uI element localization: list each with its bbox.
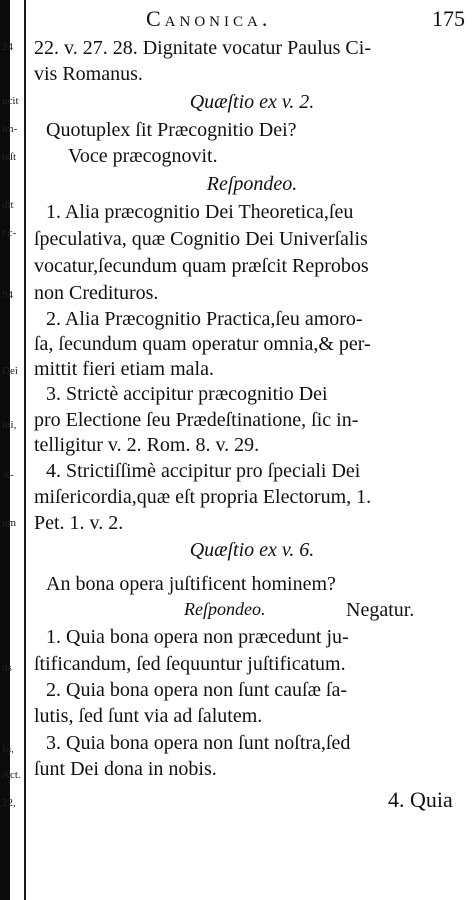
margin-fragment: t c-	[2, 227, 17, 239]
text-line: pro Electione ſeu Prædeſtinatione, ſic in-	[34, 409, 359, 431]
text-line: 2. Alia Præcognitio Practica,ſeu amoro-	[46, 308, 363, 330]
text-line: 1. Quia bona opera non præcedunt ju-	[46, 626, 349, 648]
text-line: 2. Quia bona opera non ſunt cauſæ ſa-	[46, 679, 348, 701]
margin-fragment: ds	[2, 662, 12, 674]
text-line: lutis, ſed ſunt via ad ſalutem.	[34, 705, 263, 727]
text-line: miſericordia,quæ eſt propria Electorum, 1.	[34, 486, 372, 508]
margin-fragment: 94	[2, 289, 13, 301]
text-line: ſa, ſecundum quam operatur omnia,& per-	[34, 333, 371, 355]
text-line: Voce præcognovit.	[68, 145, 218, 167]
margin-fragment: teſt	[2, 151, 17, 163]
text-line: 3. Quia bona opera non ſunt noſtra,ſed	[46, 732, 351, 754]
margin-fragment: Act.	[2, 769, 21, 781]
respondeo-heading: Reſpondeo.	[206, 173, 298, 195]
page-number: 175	[432, 6, 465, 31]
answer-text: Negatur.	[346, 599, 415, 621]
margin-fragments	[0, 0, 28, 900]
text-line: 1. Alia præcognitio Dei Theoretica,ſeu	[46, 201, 354, 223]
text-line: ſunt Dei dona in nobis.	[34, 758, 217, 780]
question-heading: Quæſtio ex v. 2.	[189, 91, 315, 113]
text-line: non Credituros.	[34, 282, 159, 304]
margin-fragment: 24	[2, 41, 13, 53]
respondeo-heading: Reſpondeo.	[184, 599, 266, 619]
margin-fragment: im-	[2, 123, 18, 135]
text-line: 3. Strictè accipitur præcognitio Dei	[46, 383, 328, 405]
margin-fragment: 22,	[2, 797, 16, 809]
text-line: 22. v. 27. 28. Dignitate vocatur Paulus Ci-	[34, 37, 371, 59]
margin-fragment: Iu,	[2, 743, 14, 755]
question-text: An bona opera juſtificent hominem?	[46, 573, 336, 595]
text-line: vis Romanus.	[34, 63, 143, 85]
text-line: Pet. 1. v. 2.	[34, 512, 124, 534]
question-heading: Quæſtio ex v. 6.	[189, 539, 315, 561]
text-line: ſtificandum, ſed ſequuntur juſtificatum.	[34, 653, 346, 675]
text-line: ſpeculativa, quæ Cognitio Dei Univerſalis	[34, 228, 368, 250]
text-line: 4. Strictiſſimè accipitur pro ſpeciali Dei	[46, 460, 361, 482]
catchword: 4. Quia	[388, 787, 453, 812]
question-text: Quotuplex ſit Præcognitio Dei?	[46, 119, 297, 141]
book-page	[28, 0, 476, 900]
margin-fragment: dit	[2, 199, 14, 211]
margin-fragment: A-	[2, 469, 14, 481]
text-line: mittit fieri etiam mala.	[34, 358, 214, 380]
text-line: vocatur,ſecundum quam præſcit Reprobos	[34, 255, 369, 277]
margin-fragment: ucit	[2, 95, 19, 107]
margin-fragment: ini,	[2, 419, 17, 431]
margin-fragment: Dei	[2, 365, 18, 377]
running-head: Canonica.	[146, 6, 272, 31]
margin-fragment: um	[2, 517, 17, 529]
text-line: telligitur v. 2. Rom. 8. v. 29.	[34, 434, 260, 456]
